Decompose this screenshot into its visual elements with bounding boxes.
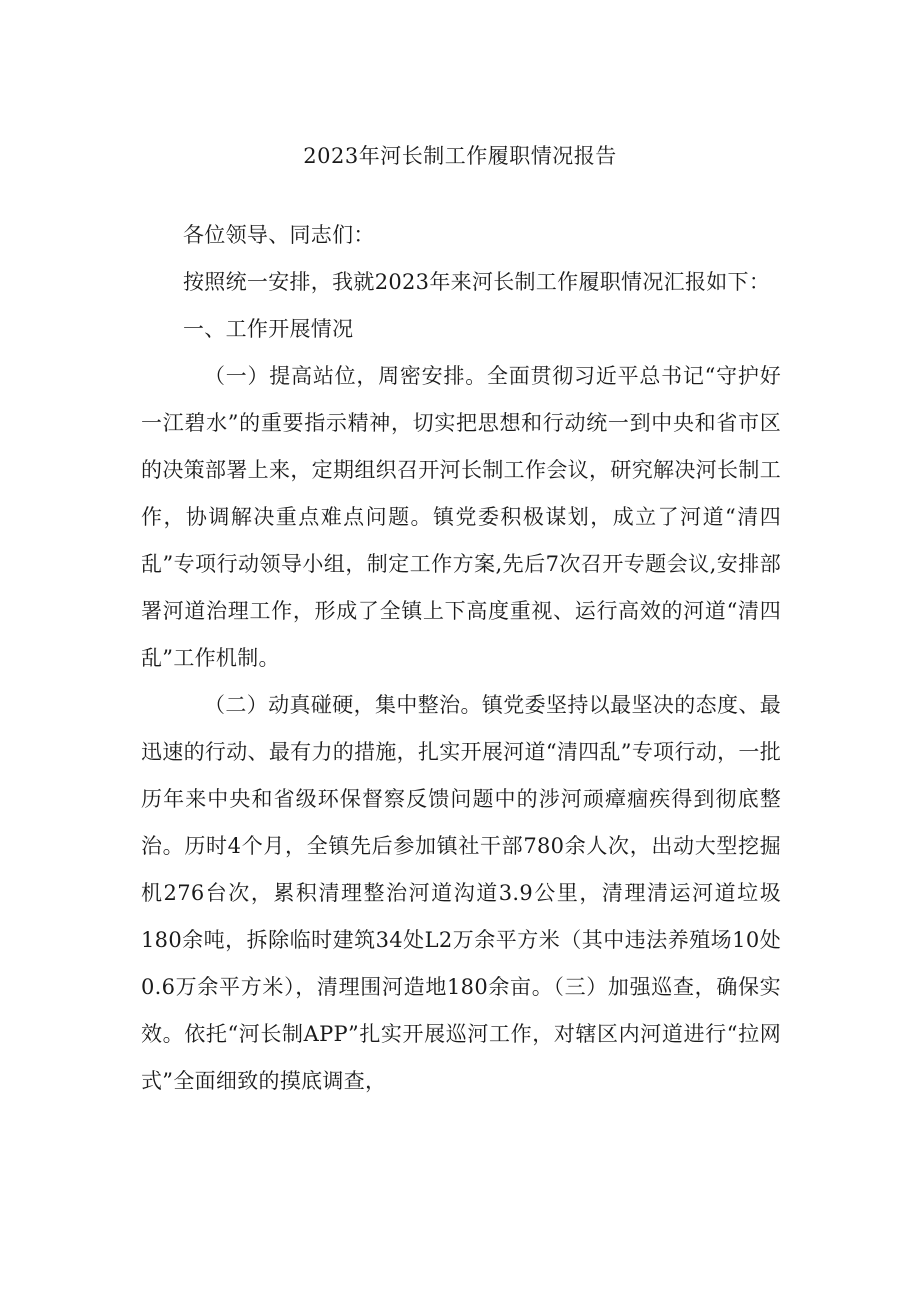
document-body — [141, 212, 781, 1105]
intro-paragraph: 按照统一安排，我就2023年来河长制工作履职情况汇报如下： — [183, 270, 771, 294]
greeting-paragraph: 各位领导、同志们： — [183, 223, 375, 247]
section-heading: 一、工作开展情况 — [183, 317, 354, 341]
subsection-1-paragraph: （一）提高站位，周密安排。全面贯彻习近平总书记“守护好一江碧水”的重要指示精神，切实把思想和行动统一到中央和省市区的决策部署上来，定期组织召开河长制工作会议，研究解决河长制工作，协调解决重点难点问题。镇党委积极谋划，成立了河道“清四乱”专项行动领导小组，制定工作方案,先后7次召开专题会议,安排部署河道治理工作，形成了全镇上下高度重视、运行高效的河道“清四乱”工作机制。 — [141, 364, 781, 670]
subsection-2-paragraph: （二）动真碰硬，集中整治。镇党委坚持以最坚决的态度、最迅速的行动、最有力的措施，扎实开展河道“清四乱”专项行动，一批历年来中央和省级环保督察反馈问题中的涉河顽瘴痼疾得到彻底整治。历时4个月，全镇先后参加镇社干部780余人次，出动大型挖掘机276台次，累积清理整治河道沟道3.9公里，清理清运河道垃圾180余吨，拆除临时建筑34处L2万余平方米（其中违法养殖场10处0.6万余平方米），清理围河造地180余亩。（三）加强巡查，确保实效。依托“河长制APP”扎实开展巡河工作，对辖区内河道进行“拉网式”全面细致的摸底调查， — [141, 693, 781, 1093]
document-title: 2023年河长制工作履职情况报告 — [303, 144, 617, 168]
